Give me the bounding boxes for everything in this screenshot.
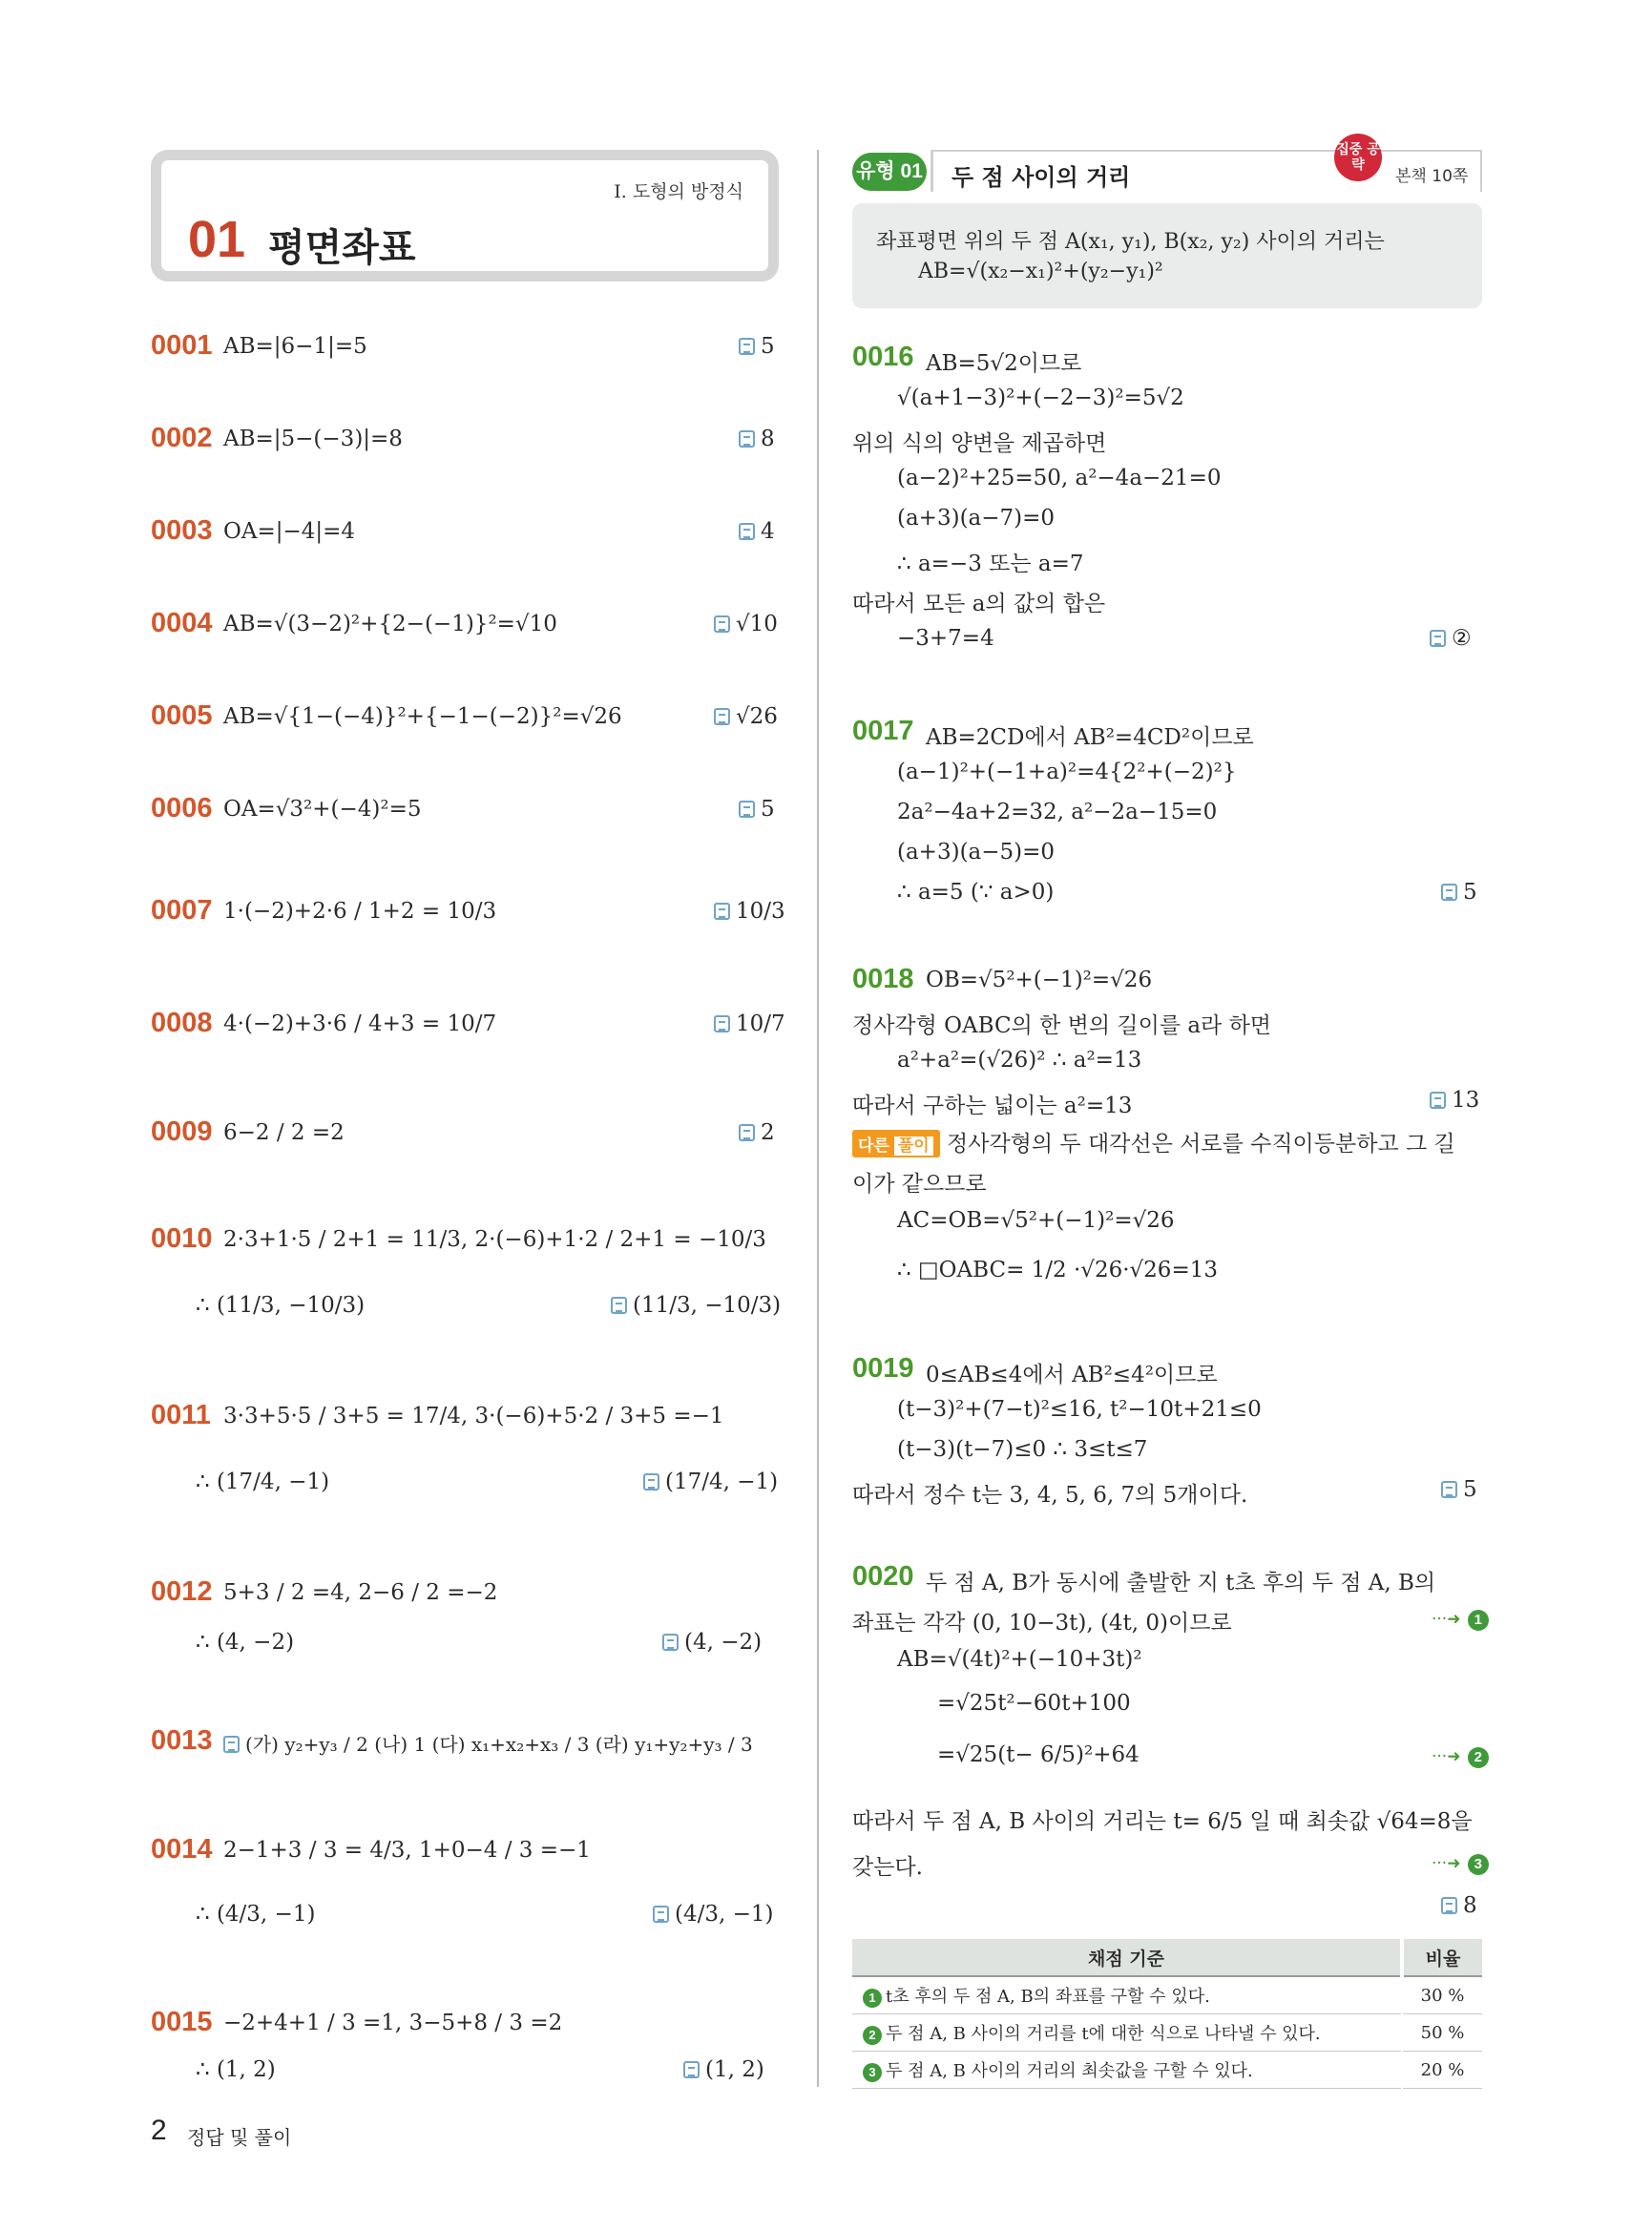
problem-number: 0004 — [151, 608, 213, 638]
concept-box — [852, 203, 1482, 308]
answer: 5 — [1441, 880, 1477, 905]
problem-number: 0010 — [151, 1223, 213, 1254]
solution-line: 4·(−2)+3·6 / 4+3 = 10/7 — [223, 1011, 497, 1036]
problem-number: 0018 — [852, 964, 914, 994]
solution-line: AB=√{1−(−4)}²+{−1−(−2)}²=√26 — [223, 704, 622, 729]
answer-icon — [1441, 1481, 1457, 1498]
answer: (11/3, −10/3) — [611, 1293, 781, 1318]
problem-number: 0007 — [151, 895, 213, 926]
focus-badge: 집중 공략 — [1334, 134, 1382, 181]
chapter-header-box — [151, 150, 779, 281]
solution-line: 2·3+1·5 / 2+1 = 11/3, 2·(−6)+1·2 / 2+1 = −10/3 — [223, 1227, 766, 1252]
textbook-page-ref: 본책 10쪽 — [1395, 167, 1469, 186]
criterion-cell: 1 t초 후의 두 점 A, B의 좌표를 구할 수 있다. — [852, 1976, 1402, 2014]
page-number: 2 — [151, 2115, 167, 2146]
problem-number: 0014 — [151, 1834, 213, 1865]
solution-line: 2a²−4a+2=32, a²−2a−15=0 — [897, 800, 1218, 824]
solution-line: (a−2)²+25=50, a²−4a−21=0 — [897, 466, 1222, 490]
answer-icon — [1430, 630, 1446, 647]
solution-line: AB=|6−1|=5 — [223, 334, 367, 359]
problem-number: 0003 — [151, 515, 213, 546]
table-row — [852, 2014, 1482, 2052]
answer: 4 — [739, 519, 775, 544]
solution-line: =√25(t− 6/5)²+64 — [937, 1742, 1140, 1767]
solution-line: AB=√(4t)²+(−10+3t)² — [897, 1647, 1142, 1672]
answer-icon — [714, 615, 730, 633]
solution-line: ∴ (4/3, −1) — [196, 1902, 316, 1927]
answer: 8 — [1441, 1893, 1477, 1918]
solution-line: 2−1+3 / 3 = 4/3, 1+0−4 / 3 =−1 — [223, 1838, 591, 1863]
answer-icon — [1441, 1897, 1457, 1914]
solution-line: (a+3)(a−5)=0 — [897, 840, 1056, 865]
solution-line: OA=√3²+(−4)²=5 — [223, 797, 422, 822]
solution-line: ∴ a=5 (∵ a>0) — [897, 880, 1055, 905]
solution-line: OB=√5²+(−1)²=√26 — [926, 968, 1153, 992]
table-row — [852, 2052, 1482, 2089]
solution-line: AC=OB=√5²+(−1)²=√26 — [897, 1208, 1175, 1233]
answer-icon — [739, 338, 755, 355]
answer-icon — [739, 523, 755, 540]
answer-icon — [223, 1736, 240, 1753]
answer-icon — [714, 708, 730, 725]
solution-line: a²+a²=(√26)² ∴ a²=13 — [897, 1048, 1142, 1073]
problem-number: 0009 — [151, 1116, 213, 1147]
solution-line: 3·3+5·5 / 3+5 = 17/4, 3·(−6)+5·2 / 3+5 =−1 — [223, 1404, 724, 1428]
grading-table — [852, 1939, 1482, 2089]
solution-line: OA=|−4|=4 — [223, 519, 356, 544]
solution-line: 따라서 모든 a의 값의 합은 — [852, 592, 1106, 616]
problem-number: 0019 — [852, 1353, 914, 1384]
problem-number: 0008 — [151, 1008, 213, 1038]
alternative-solution: 다른 풀이 정사각형의 두 대각선은 서로를 수직이등분하고 그 길 — [852, 1126, 1455, 1157]
answer-icon — [1430, 1092, 1446, 1109]
answer: 5 — [739, 334, 775, 359]
solution-line: 이가 같으므로 — [852, 1172, 987, 1197]
solution-line: 따라서 정수 t는 3, 4, 5, 6, 7의 5개이다. — [852, 1483, 1248, 1508]
solution-line: ∴ □OABC= 1/2 ·√26·√26=13 — [897, 1258, 1218, 1282]
answer-icon — [739, 1124, 755, 1141]
solution-line: AB=5√2이므로 — [926, 351, 1082, 376]
chapter-title: 평면좌표 — [268, 226, 416, 270]
solution-line: 1·(−2)+2·6 / 1+2 = 10/3 — [223, 899, 497, 924]
solution-line: 따라서 두 점 A, B 사이의 거리는 t= 6/5 일 때 최솟값 √64=8을 — [852, 1809, 1473, 1834]
answer: √10 — [714, 612, 778, 636]
problem-number: 0013 — [151, 1725, 213, 1756]
table-header: 비율 — [1402, 1939, 1482, 1976]
answer: ② — [1430, 626, 1472, 651]
solution-line: 두 점 A, B가 동시에 출발한 지 t초 후의 두 점 A, B의 — [926, 1571, 1436, 1595]
percent-cell: 20 % — [1402, 2052, 1482, 2089]
problem-number: 0015 — [151, 2007, 213, 2037]
answer: 8 — [739, 427, 775, 451]
answer-icon — [611, 1297, 627, 1314]
solution-line: √(a+1−3)²+(−2−3)²=5√2 — [897, 386, 1184, 410]
answer: 13 — [1430, 1088, 1479, 1113]
answer-icon — [683, 2061, 700, 2078]
answer: (1, 2) — [683, 2057, 764, 2082]
solution-line: =√25t²−60t+100 — [937, 1691, 1131, 1716]
solution-line: AB=2CD에서 AB²=4CD²이므로 — [926, 725, 1254, 750]
problem-number: 0020 — [852, 1561, 914, 1592]
answer-icon — [662, 1634, 679, 1651]
solution-line: (a+3)(a−7)=0 — [897, 506, 1056, 531]
solution-line: AB=√(3−2)²+{2−(−1)}²=√10 — [223, 612, 557, 636]
table-header: 채점 기준 — [852, 1939, 1402, 1976]
criterion-cell: 2 두 점 A, B 사이의 거리를 t에 대한 식으로 나타낼 수 있다. — [852, 2014, 1402, 2052]
problem-number: 0012 — [151, 1576, 213, 1607]
solution-line: ∴ (1, 2) — [196, 2057, 276, 2082]
answer: (17/4, −1) — [643, 1470, 778, 1494]
column-divider — [817, 150, 819, 2087]
percent-cell: 50 % — [1402, 2014, 1482, 2052]
solution-line: 갖는다. — [852, 1855, 923, 1880]
solution-line: ∴ (11/3, −10/3) — [196, 1293, 366, 1318]
solution-line: −2+4+1 / 3 =1, 3−5+8 / 3 =2 — [223, 2011, 563, 2035]
answer: 10/3 — [714, 899, 785, 924]
answer: 10/7 — [714, 1011, 785, 1036]
solution-line: ∴ (17/4, −1) — [196, 1470, 330, 1494]
concept-text: 좌표평면 위의 두 점 A(x₁, y₁), B(x₂, y₂) 사이의 거리는 — [876, 230, 1385, 254]
problem-number: 0005 — [151, 700, 213, 731]
footer-label: 정답 및 풀이 — [187, 2126, 292, 2149]
answer-icon — [714, 903, 730, 920]
answer: 5 — [739, 797, 775, 822]
answer-icon — [739, 430, 755, 448]
solution-line: ∴ (4, −2) — [196, 1630, 295, 1655]
percent-cell: 30 % — [1402, 1976, 1482, 2014]
type-badge: 유형 01 — [852, 153, 927, 191]
solution-line: 좌표는 각각 (0, 10−3t), (4t, 0)이므로 — [852, 1611, 1232, 1636]
solution-line: 위의 식의 양변을 제곱하면 — [852, 431, 1107, 456]
solution-line: (a−1)²+(−1+a)²=4{2²+(−2)²} — [897, 760, 1237, 784]
answer: (4, −2) — [662, 1630, 762, 1655]
solution-line: 0≤AB≤4에서 AB²≤4²이므로 — [926, 1363, 1218, 1387]
concept-formula: AB=√(x₂−x₁)²+(y₂−y₁)² — [918, 260, 1163, 283]
answer-icon — [739, 801, 755, 818]
solution-line: AB=|5−(−3)|=8 — [223, 427, 403, 451]
answer: 5 — [1441, 1477, 1477, 1502]
answer-icon — [714, 1015, 730, 1032]
type-title: 두 점 사이의 거리 — [951, 164, 1131, 191]
problem-number: 0001 — [151, 330, 213, 361]
step-marker: ···➜ 3 — [1432, 1849, 1489, 1875]
criterion-cell: 3 두 점 A, B 사이의 거리의 최솟값을 구할 수 있다. — [852, 2052, 1402, 2089]
solution-line: (t−3)²+(7−t)²≤16, t²−10t+21≤0 — [897, 1397, 1262, 1422]
answer-icon — [1441, 884, 1457, 901]
solution-line: −3+7=4 — [897, 626, 994, 651]
solution-line: 정사각형 OABC의 한 변의 길이를 a라 하면 — [852, 1013, 1272, 1038]
alt-solution-badge: 다른 풀이 — [852, 1130, 940, 1157]
problem-number: 0002 — [151, 423, 213, 453]
solution-line: (가) y₂+y₃ / 2 (나) 1 (다) x₁+x₂+x₃ / 3 (라) y₁+y₂+y₃ / 3 — [223, 1729, 753, 1757]
solution-line: 5+3 / 2 =4, 2−6 / 2 =−2 — [223, 1580, 498, 1605]
solution-line: 따라서 구하는 넓이는 a²=13 — [852, 1094, 1133, 1118]
solution-line: 6−2 / 2 =2 — [223, 1120, 345, 1145]
answer: √26 — [714, 704, 778, 729]
chapter-subject: Ⅰ. 도형의 방정식 — [614, 181, 743, 202]
solution-line: ∴ a=−3 또는 a=7 — [897, 552, 1084, 576]
table-row — [852, 1976, 1482, 2014]
answer-icon — [653, 1906, 669, 1923]
solution-line: (t−3)(t−7)≤0 ∴ 3≤t≤7 — [897, 1437, 1148, 1462]
problem-number: 0016 — [852, 342, 914, 372]
answer: (4/3, −1) — [653, 1902, 774, 1927]
answer: 2 — [739, 1120, 775, 1145]
problem-number: 0006 — [151, 793, 213, 824]
problem-number: 0017 — [852, 716, 914, 746]
step-marker: ···➜ 2 — [1432, 1742, 1489, 1768]
chapter-number: 01 — [188, 211, 246, 268]
problem-number: 0011 — [151, 1400, 211, 1430]
step-marker: ···➜ 1 — [1432, 1605, 1489, 1631]
answer-icon — [643, 1473, 659, 1491]
